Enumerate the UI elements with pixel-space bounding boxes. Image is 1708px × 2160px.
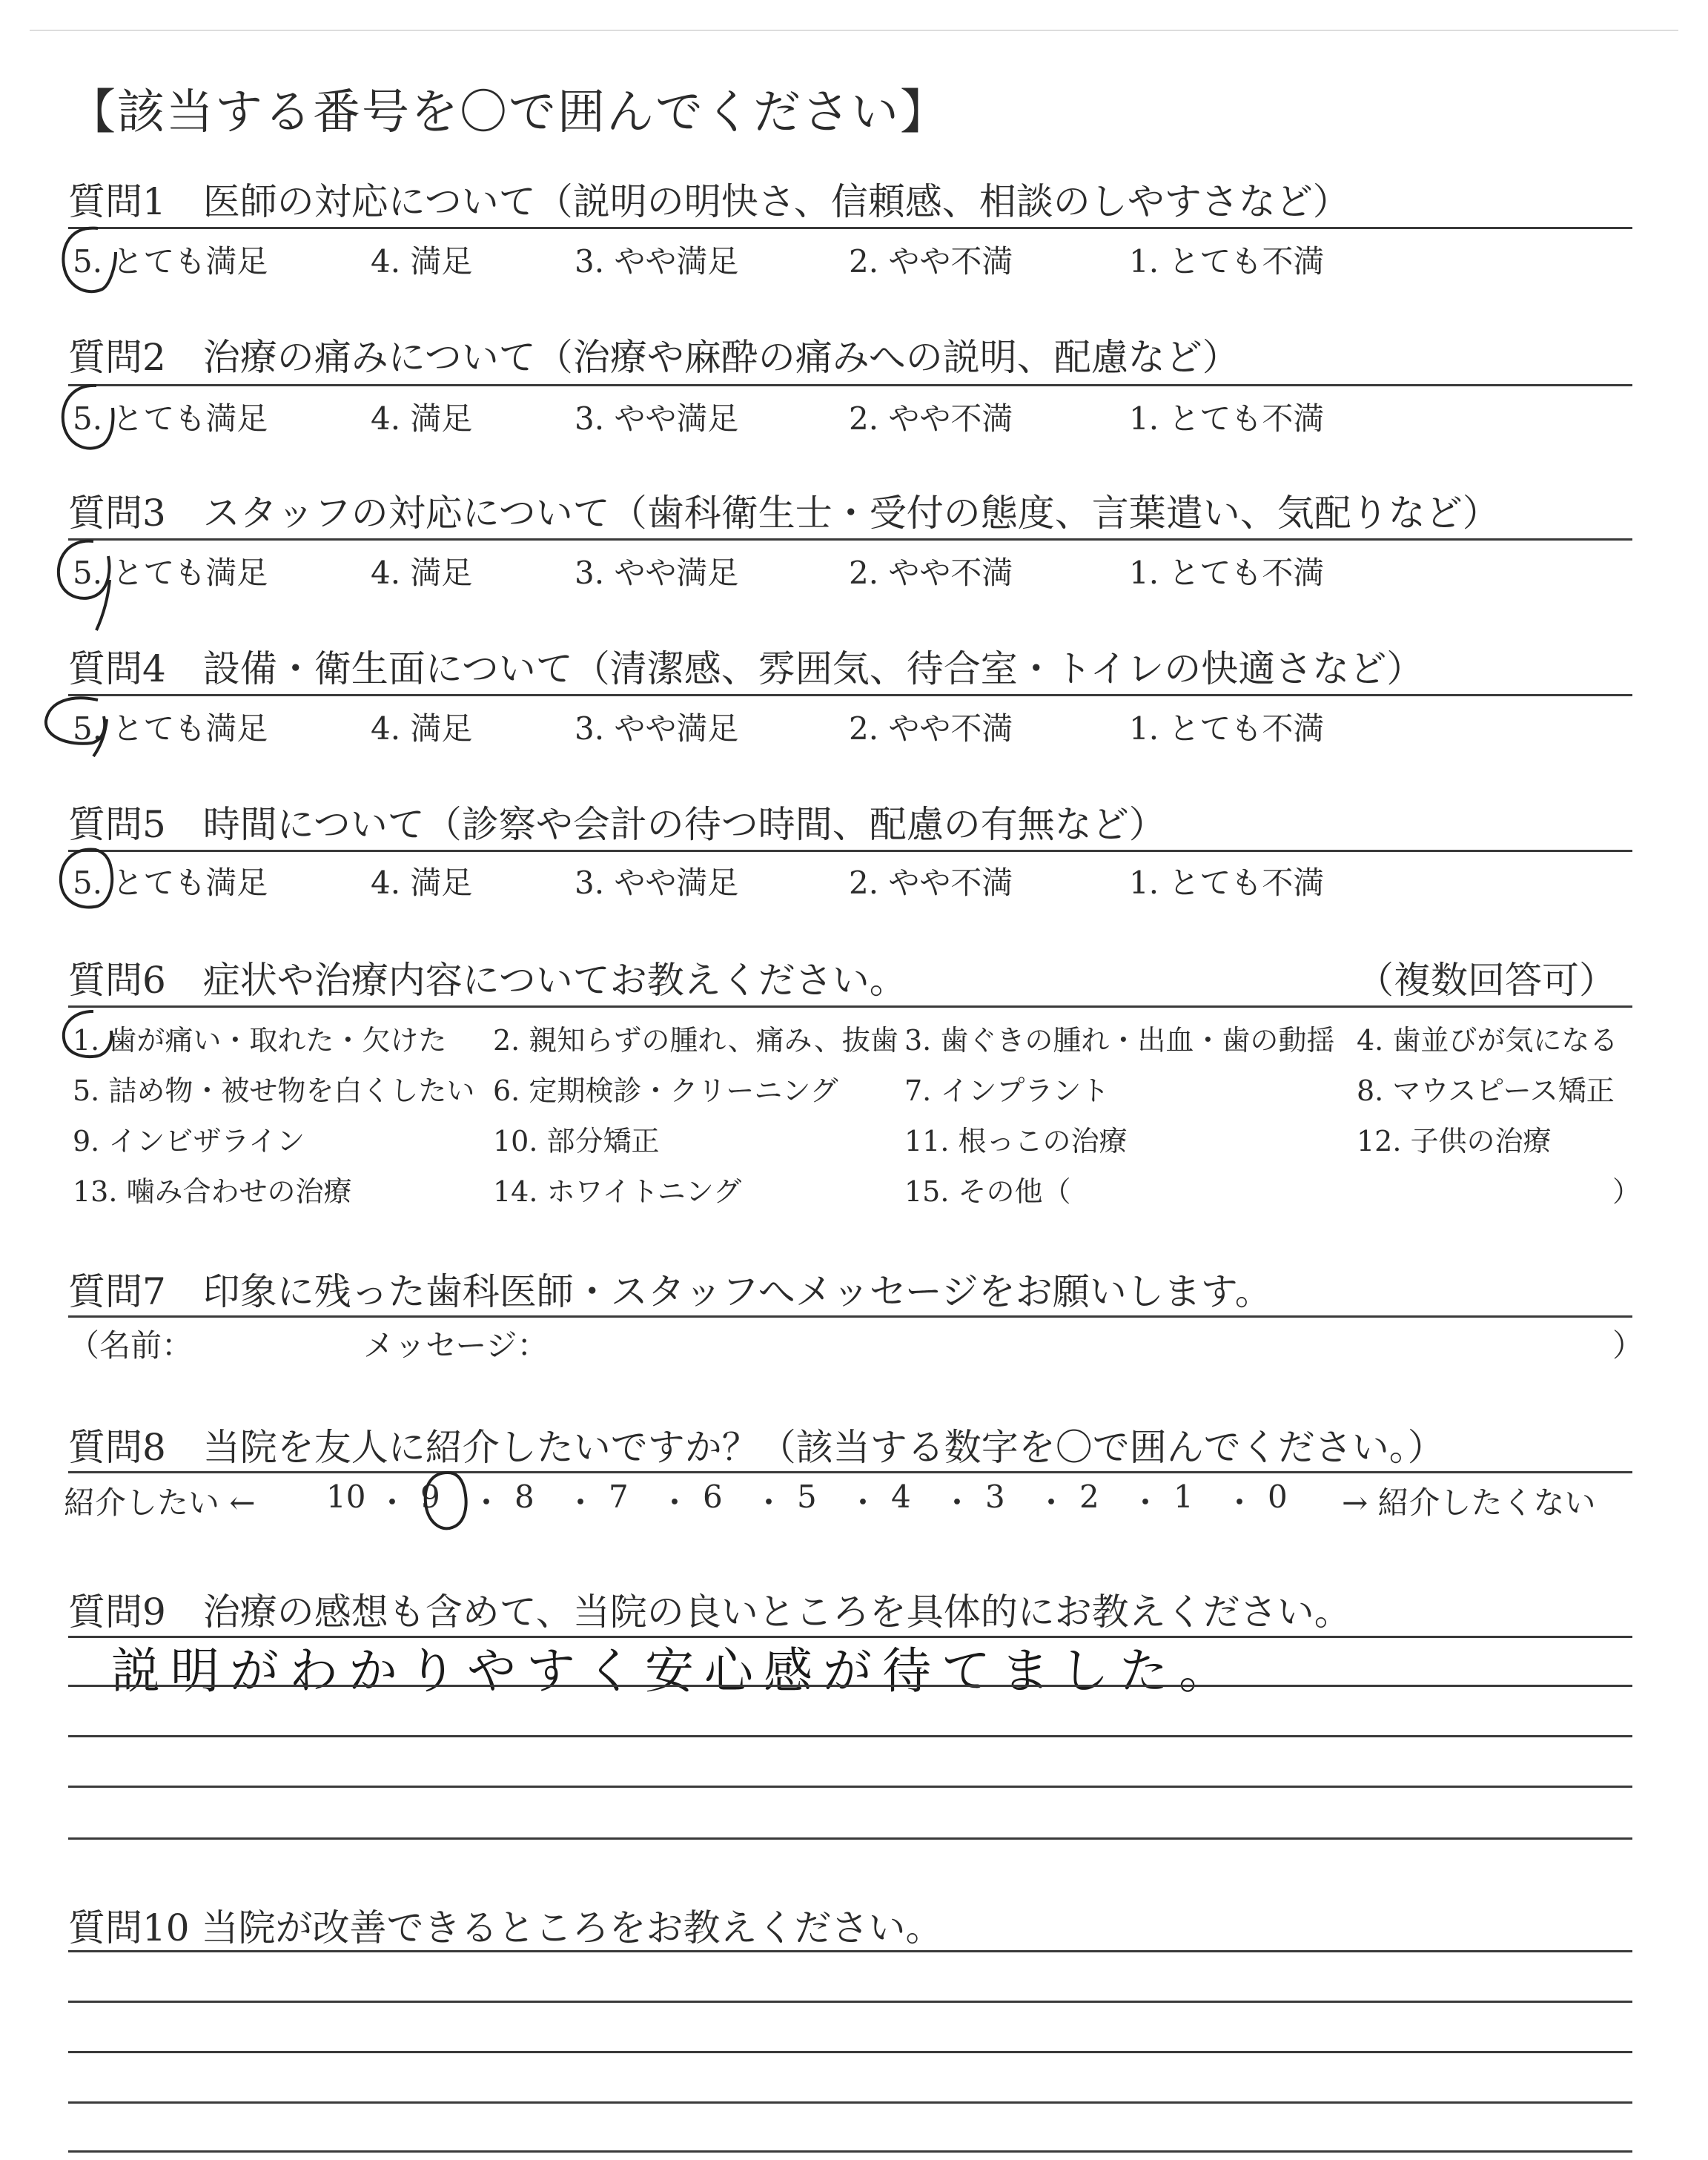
q6-option-3[interactable]: 3. 歯ぐきの腫れ・出血・歯の動揺: [904, 1024, 1335, 1057]
q5-option-2[interactable]: 2. やや不満: [849, 865, 1013, 901]
q7-title: 質問7 印象に残った歯科医師・スタッフへメッセージをお願いします。: [68, 1270, 1272, 1313]
q8-scale-value-1[interactable]: 1: [1174, 1479, 1194, 1515]
q3-title: 質問3 スタッフの対応について（歯科衛生士・受付の態度、言葉遣い、気配りなど）: [68, 492, 1500, 535]
q4-option-5[interactable]: 5. とても満足: [73, 710, 268, 747]
q6-option-5[interactable]: 5. 詰め物・被せ物を白くしたい: [73, 1074, 475, 1107]
q8-scale-value-9[interactable]: 9: [420, 1479, 440, 1515]
q1-option-4[interactable]: 4. 満足: [371, 243, 473, 280]
q6-title: 質問6 症状や治療内容についてお教えください。: [68, 959, 907, 1002]
form-heading: 【該当する番号を〇で囲んでください】: [68, 85, 949, 140]
q6-option-6[interactable]: 6. 定期検診・クリーニング: [493, 1074, 838, 1107]
q4-option-4[interactable]: 4. 満足: [371, 710, 473, 747]
q6-option-14[interactable]: 14. ホワイトニング: [493, 1175, 742, 1208]
q10-title: 質問10 当院が改善できるところをお教えください。: [68, 1906, 943, 1949]
q6-option-8[interactable]: 8. マウスピース矯正: [1357, 1074, 1615, 1107]
q2-option-3[interactable]: 3. やや満足: [575, 400, 739, 437]
q9-rule-4: [68, 1786, 1632, 1788]
q9-rule-3: [68, 1735, 1632, 1737]
q6-option-9[interactable]: 9. インビザライン: [73, 1125, 305, 1157]
q1-option-2[interactable]: 2. やや不満: [849, 243, 1013, 280]
q8-scale-separator: ・: [377, 1484, 408, 1521]
q4-option-3[interactable]: 3. やや満足: [575, 710, 739, 747]
q10-rule-5: [68, 2150, 1632, 2153]
q1-option-1[interactable]: 1. とても不満: [1129, 243, 1325, 280]
q1-rule: [68, 227, 1632, 229]
q4-rule: [68, 694, 1632, 696]
q6-option-4[interactable]: 4. 歯並びが気になる: [1357, 1024, 1618, 1057]
q8-scale-separator: ・: [847, 1484, 879, 1521]
q9-handwritten-answer[interactable]: 説明がわかりやすく安心感が待てました。: [111, 1642, 1238, 1700]
q8-scale-value-2[interactable]: 2: [1079, 1479, 1099, 1515]
q8-scale-separator: ・: [565, 1484, 597, 1521]
q2-rule: [68, 384, 1632, 386]
q9-title: 質問9 治療の感想も含めて、当院の良いところを具体的にお教えください。: [68, 1591, 1351, 1634]
q8-right-label: → 紹介したくない: [1342, 1484, 1596, 1521]
q8-scale-value-3[interactable]: 3: [985, 1479, 1005, 1515]
q6-option-7[interactable]: 7. インプラント: [904, 1074, 1110, 1107]
q5-option-3[interactable]: 3. やや満足: [575, 865, 739, 901]
q7-rule: [68, 1315, 1632, 1318]
q10-rule-3: [68, 2051, 1632, 2053]
q3-option-4[interactable]: 4. 満足: [371, 555, 473, 591]
q7-close-paren: ）: [1612, 1327, 1644, 1364]
q6-note: （複数回答可）: [1357, 959, 1616, 1002]
q1-option-5[interactable]: 5. とても満足: [73, 243, 268, 280]
q1-selection-circle: [53, 222, 120, 304]
q4-option-1[interactable]: 1. とても不満: [1129, 710, 1325, 747]
q7-name-label: （名前：: [68, 1327, 193, 1364]
q6-option-2[interactable]: 2. 親知らずの腫れ、痛み、抜歯: [493, 1024, 898, 1057]
q3-option-5[interactable]: 5. とても満足: [73, 555, 268, 591]
q2-option-4[interactable]: 4. 満足: [371, 400, 473, 437]
q4-title: 質問4 設備・衛生面について（清潔感、雰囲気、待合室・トイレの快適さなど）: [68, 647, 1424, 690]
q8-scale-separator: ・: [1036, 1484, 1068, 1521]
q4-option-2[interactable]: 2. やや不満: [849, 710, 1013, 747]
q8-scale-value-6[interactable]: 6: [703, 1479, 723, 1515]
q2-title: 質問2 治療の痛みについて（治療や麻酔の痛みへの説明、配慮など）: [68, 336, 1239, 379]
q6-option-12[interactable]: 12. 子供の治療: [1357, 1125, 1552, 1157]
q8-title: 質問8 当院を友人に紹介したいですか？（該当する数字を〇で囲んでください。）: [68, 1426, 1445, 1469]
q6-selection-circle: [56, 1007, 123, 1066]
q2-option-1[interactable]: 1. とても不満: [1129, 400, 1325, 437]
q5-option-1[interactable]: 1. とても不満: [1129, 865, 1325, 901]
q6-option-11[interactable]: 11. 根っこの治療: [904, 1125, 1128, 1157]
q8-scale-value-4[interactable]: 4: [891, 1479, 911, 1515]
q10-rule-1: [68, 1950, 1632, 1952]
q2-option-2[interactable]: 2. やや不満: [849, 400, 1013, 437]
q6-option-1[interactable]: 1. 歯が痛い・取れた・欠けた: [73, 1024, 447, 1057]
q8-scale-value-5[interactable]: 5: [797, 1479, 817, 1515]
q8-scale-separator: ・: [1224, 1484, 1256, 1521]
q1-title: 質問1 医師の対応について（説明の明快さ、信頼感、相談のしやすさなど）: [68, 180, 1350, 223]
q6-option-15[interactable]: 15. その他（: [904, 1175, 1071, 1208]
q5-title: 質問5 時間について（診察や会計の待つ時間、配慮の有無など）: [68, 803, 1166, 846]
q10-rule-2: [68, 2001, 1632, 2003]
q3-option-1[interactable]: 1. とても不満: [1129, 555, 1325, 591]
q9-rule-2: [68, 1685, 1632, 1687]
q8-left-label: 紹介したい ←: [64, 1484, 256, 1521]
q3-option-3[interactable]: 3. やや満足: [575, 555, 739, 591]
q9-rule-5: [68, 1837, 1632, 1840]
q4-selection-circle: [39, 690, 120, 764]
q8-scale-value-8[interactable]: 8: [514, 1479, 534, 1515]
q8-scale-separator: ・: [1130, 1484, 1162, 1521]
q2-option-5[interactable]: 5. とても満足: [73, 400, 268, 437]
q3-option-2[interactable]: 2. やや不満: [849, 555, 1013, 591]
scan-top-edge: [30, 30, 1678, 31]
q6-option-10[interactable]: 10. 部分矯正: [493, 1125, 660, 1157]
q2-selection-circle: [53, 380, 120, 461]
q7-message-label: メッセージ：: [363, 1327, 549, 1364]
q5-rule: [68, 850, 1632, 852]
q8-selection-circle: [421, 1470, 473, 1538]
q8-rule: [68, 1471, 1632, 1473]
q5-selection-circle: [52, 845, 119, 919]
q8-scale-value-0[interactable]: 0: [1268, 1479, 1288, 1515]
q3-rule: [68, 538, 1632, 541]
q6-rule: [68, 1005, 1632, 1008]
q6-other-close-paren: ）: [1612, 1175, 1641, 1208]
q8-scale-separator: ・: [659, 1484, 691, 1521]
q1-option-3[interactable]: 3. やや満足: [575, 243, 739, 280]
q6-option-13[interactable]: 13. 噛み合わせの治療: [73, 1175, 352, 1208]
q8-scale-value-10[interactable]: 10: [326, 1479, 366, 1515]
q8-scale-separator: ・: [941, 1484, 973, 1521]
q3-selection-circle: [47, 534, 122, 638]
q8-scale-separator: ・: [471, 1484, 503, 1521]
q8-scale-value-7[interactable]: 7: [609, 1479, 629, 1515]
q5-option-4[interactable]: 4. 満足: [371, 865, 473, 901]
q8-scale-separator: ・: [753, 1484, 785, 1521]
q10-rule-4: [68, 2101, 1632, 2104]
q5-option-5[interactable]: 5. とても満足: [73, 865, 268, 901]
